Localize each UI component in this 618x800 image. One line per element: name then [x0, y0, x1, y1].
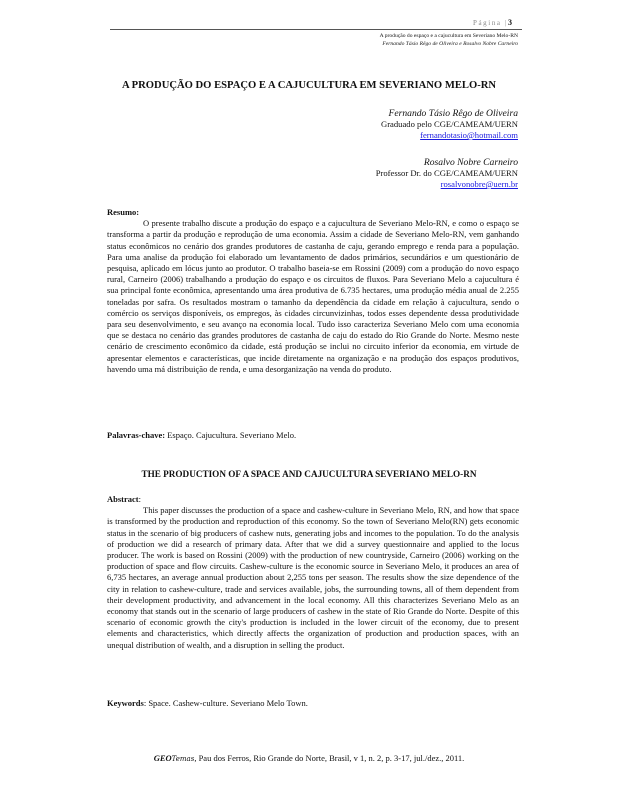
journal-citation: , Pau dos Ferros, Rio Grande do Norte, Brasil, v 1, n. 2, p. 3-17, jul./dez., 2011. [194, 753, 465, 763]
palavras-chave-text: Espaço. Cajucultura. Severiano Melo. [165, 430, 297, 440]
author-affiliation: Professor Dr. do CGE/CAMEAM/UERN [375, 168, 518, 178]
running-title: A produção do espaço e a cajucultura em Severiano Melo-RN [379, 33, 518, 39]
journal-footer [0, 753, 618, 763]
author-block-2 [376, 157, 518, 190]
page-number-header [473, 18, 512, 27]
keywords-label: Keywords [107, 698, 144, 708]
abstract-colon: : [138, 494, 142, 504]
journal-name: GEO [153, 753, 172, 763]
author-name: Rosalvo Nobre Carneiro [423, 157, 518, 168]
running-authors: Fernando Tásio Rêgo de Oliveira e Rosalvo Nobre Carneiro [382, 41, 518, 47]
palavras-chave [107, 430, 519, 441]
author-name: Fernando Tásio Rêgo de Oliveira [388, 108, 518, 119]
palavras-chave-label: Palavras-chave: [107, 430, 166, 440]
header-divider [110, 29, 522, 30]
abstract-label: Abstract [107, 494, 139, 504]
author-affiliation: Graduado pelo CGE/CAMEAM/UERN [380, 119, 518, 129]
abstract-text: This paper discusses the production of a space and cashew-culture in Severiano Melo, RN, and how that space is transformed by the production and reproduction of this economy. So the town of Severiano Melo(RN) gets economic status in the scenario of big producers of cashew nuts, generating jobs and incomes to the population. To do the analysis of production we did a research of primary data. After that we did a survey questionnaire and applied to the locus producer. The work is based on Rossini (2009) with the production of new countryside, Carneiro (2006) working on the production of space and flow circuits. Cashew-culture is the economic source in Severiano Melo, it produces an area of 6,735 hectares, an average annual production about 2,255 tons per season. The results show the size dependence of the city in relation to cashew-culture, trade and services available, jobs, the surrounding towns, all of them dependent from their development productivity, and advancement in the local economy. All this characterizes Severiano Melo as an economy that stands out in the scenario of large producers of cashew in the state of Rio Grande do Norte. Despite of this scenario of economic growth the city's production is included in the lower circuit of the economy, due to present elements and characteristics, which directly affects the organization of production and production spaces, with an unequal distribution of wealth, and a disruption in selling the product. [107, 505, 519, 650]
keywords [107, 698, 519, 709]
paper-title: A PRODUÇÃO DO ESPAÇO E A CAJUCULTURA EM SEVERIANO MELO-RN [121, 80, 497, 91]
resumo-label: Resumo: [107, 207, 140, 217]
page-word: Página | [472, 19, 508, 27]
journal-name-script: Temas [171, 755, 195, 763]
page-number: 3 [508, 18, 512, 27]
author-block-1 [381, 108, 518, 141]
keywords-text: : Space. Cashew-culture. Severiano Melo Town. [143, 698, 308, 708]
resumo-text: O presente trabalho discute a produção do espaço e a cajucultura de Severiano Melo-RN, e como o espaço se transforma a partir da produção e reprodução de uma economia. Assim a cidade de Severiano Melo-RN, vem ganhando status econômicos no cenário dos grandes produtores de castanha de caju, gerando emprego e renda para a população. Para uma analise da produção foi elaborado um levantamento de dados primários, secundários e um questionário de pesquisa, aplicado em lócus junto ao produtor. O trabalho baseia-se em Rossini (2009) com a produção do novo espaço rural, Carneiro (2006) trabalhando a produção do espaço e os circuitos de fluxos. Para Severiano Melo a cajucultura é sua principal fonte econômica, apresentando uma área produtiva de 6.735 hectares, uma produção média anual de 2.255 toneladas por safra. Os resultados mostram o tamanho da dependência da cidade em relação à cajucultura, sendo o comércio os serviços disponíveis, os empregos, às cidades circunvizinhas, todos esses dependente dessa produtividade para seu desenvolvimento, e seu avanço na economia local. Tudo isso caracteriza Severiano Melo com uma economia que se destaca no cenário das grandes produtores de castanha de caju do estado do Rio Grande do Norte. Mesmo neste cenário de crescimento econômico da cidade, está produção se inclui no circuito inferior da economia, em virtude de apresentar elementos e características, que incide diretamente na organização e na produção dos espaços produtivos, havendo uma má distribuição de renda, e uma desorganização na venda do produto. [107, 218, 519, 374]
author-email-link[interactable]: rosalvonobre@uern.br [440, 179, 518, 189]
english-title: THE PRODUCTION OF A SPACE AND CAJUCULTURA SEVERIANO MELO-RN [141, 469, 477, 479]
abstract-section [107, 494, 519, 651]
author-email-link[interactable]: fernandotasio@hotmail.com [420, 130, 518, 140]
resumo-section [107, 207, 519, 375]
